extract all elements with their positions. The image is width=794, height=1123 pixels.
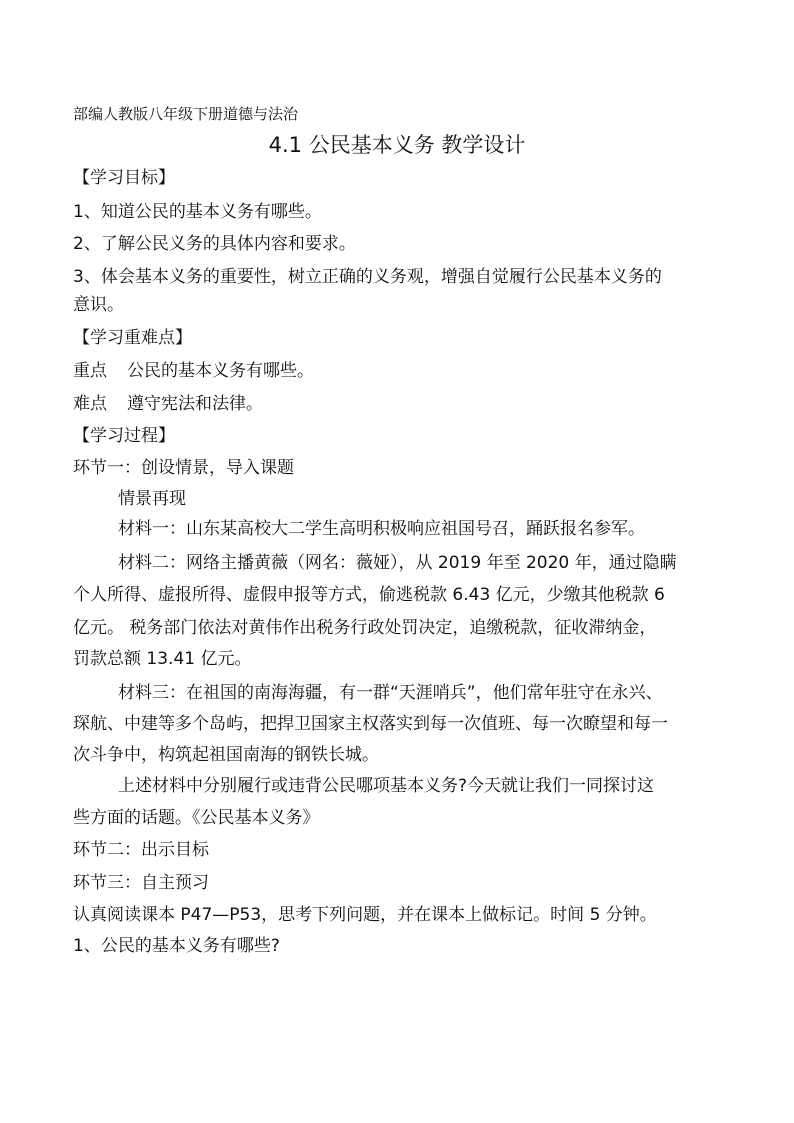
material-1: 材料一：山东某高校大二学生高明积极响应祖国号召，踊跃报名参军。 — [118, 519, 645, 539]
difficulty-text: 遵守宪法和法律。 — [127, 394, 263, 414]
scene-title: 情景再现 — [118, 489, 186, 509]
process-heading: 【学习过程】 — [73, 426, 175, 446]
goal-item-1: 1、知道公民的基本义务有哪些。 — [73, 202, 322, 222]
step-3: 环节三：自主预习 — [73, 873, 209, 893]
preview-question-1: 1、公民的基本义务有哪些? — [73, 936, 280, 956]
step-2: 环节二：出示目标 — [73, 840, 209, 860]
focus-row — [73, 360, 733, 382]
goal-item-2: 2、了解公民义务的具体内容和要求。 — [73, 234, 356, 254]
material-2-line-3: 亿元。 税务部门依法对黄伟作出税务行政处罚决定，追缴税款，征收滞纳金， — [73, 618, 657, 638]
difficulty-label: 难点 — [73, 394, 107, 414]
question-line-1: 上述材料中分别履行或违背公民哪项基本义务?今天就让我们一同探讨这 — [118, 776, 655, 796]
material-2-line-1: 材料二：网络主播黄薇（网名：薇娅），从 2019 年至 2020 年，通过隐瞒 — [118, 553, 677, 573]
question-line-2: 些方面的话题。《公民基本义务》 — [73, 808, 320, 828]
subject-label: 部编人教版八年级下册道德与法治 — [73, 105, 299, 123]
keypoints-heading: 【学习重难点】 — [73, 328, 192, 348]
focus-label: 重点 — [73, 361, 107, 381]
material-3-line-2: 琛航、中建等多个岛屿，把捍卫国家主权落实到每一次值班、每一次瞭望和每一 — [73, 714, 668, 734]
goal-item-3-continued: 意识。 — [73, 295, 124, 315]
page-title: 4.1 公民基本义务 教学设计 — [268, 133, 526, 157]
goal-item-3: 3、体会基本义务的重要性，树立正确的义务观，增强自觉履行公民基本义务的 — [73, 267, 662, 287]
material-3-line-1: 材料三：在祖国的南海海疆，有一群“天涯哨兵”，他们常年驻守在永兴、 — [118, 683, 663, 703]
material-3-line-3: 次斗争中，构筑起祖国南海的钢铁长城。 — [73, 745, 379, 765]
material-2-line-4: 罚款总额 13.41 亿元。 — [73, 649, 252, 669]
preview-task: 认真阅读课本 P47—P53，思考下列问题，并在课本上做标记。时间 5 分钟。 — [73, 905, 657, 925]
goals-heading: 【学习目标】 — [73, 168, 175, 188]
focus-text: 公民的基本义务有哪些。 — [127, 361, 314, 381]
difficulty-row — [73, 393, 733, 415]
material-2-line-2: 个人所得、虚报所得、虚假申报等方式，偷逃税款 6.43 亿元，少缴其他税款 6 — [73, 585, 665, 605]
step-1: 环节一：创设情景，导入课题 — [73, 458, 294, 478]
